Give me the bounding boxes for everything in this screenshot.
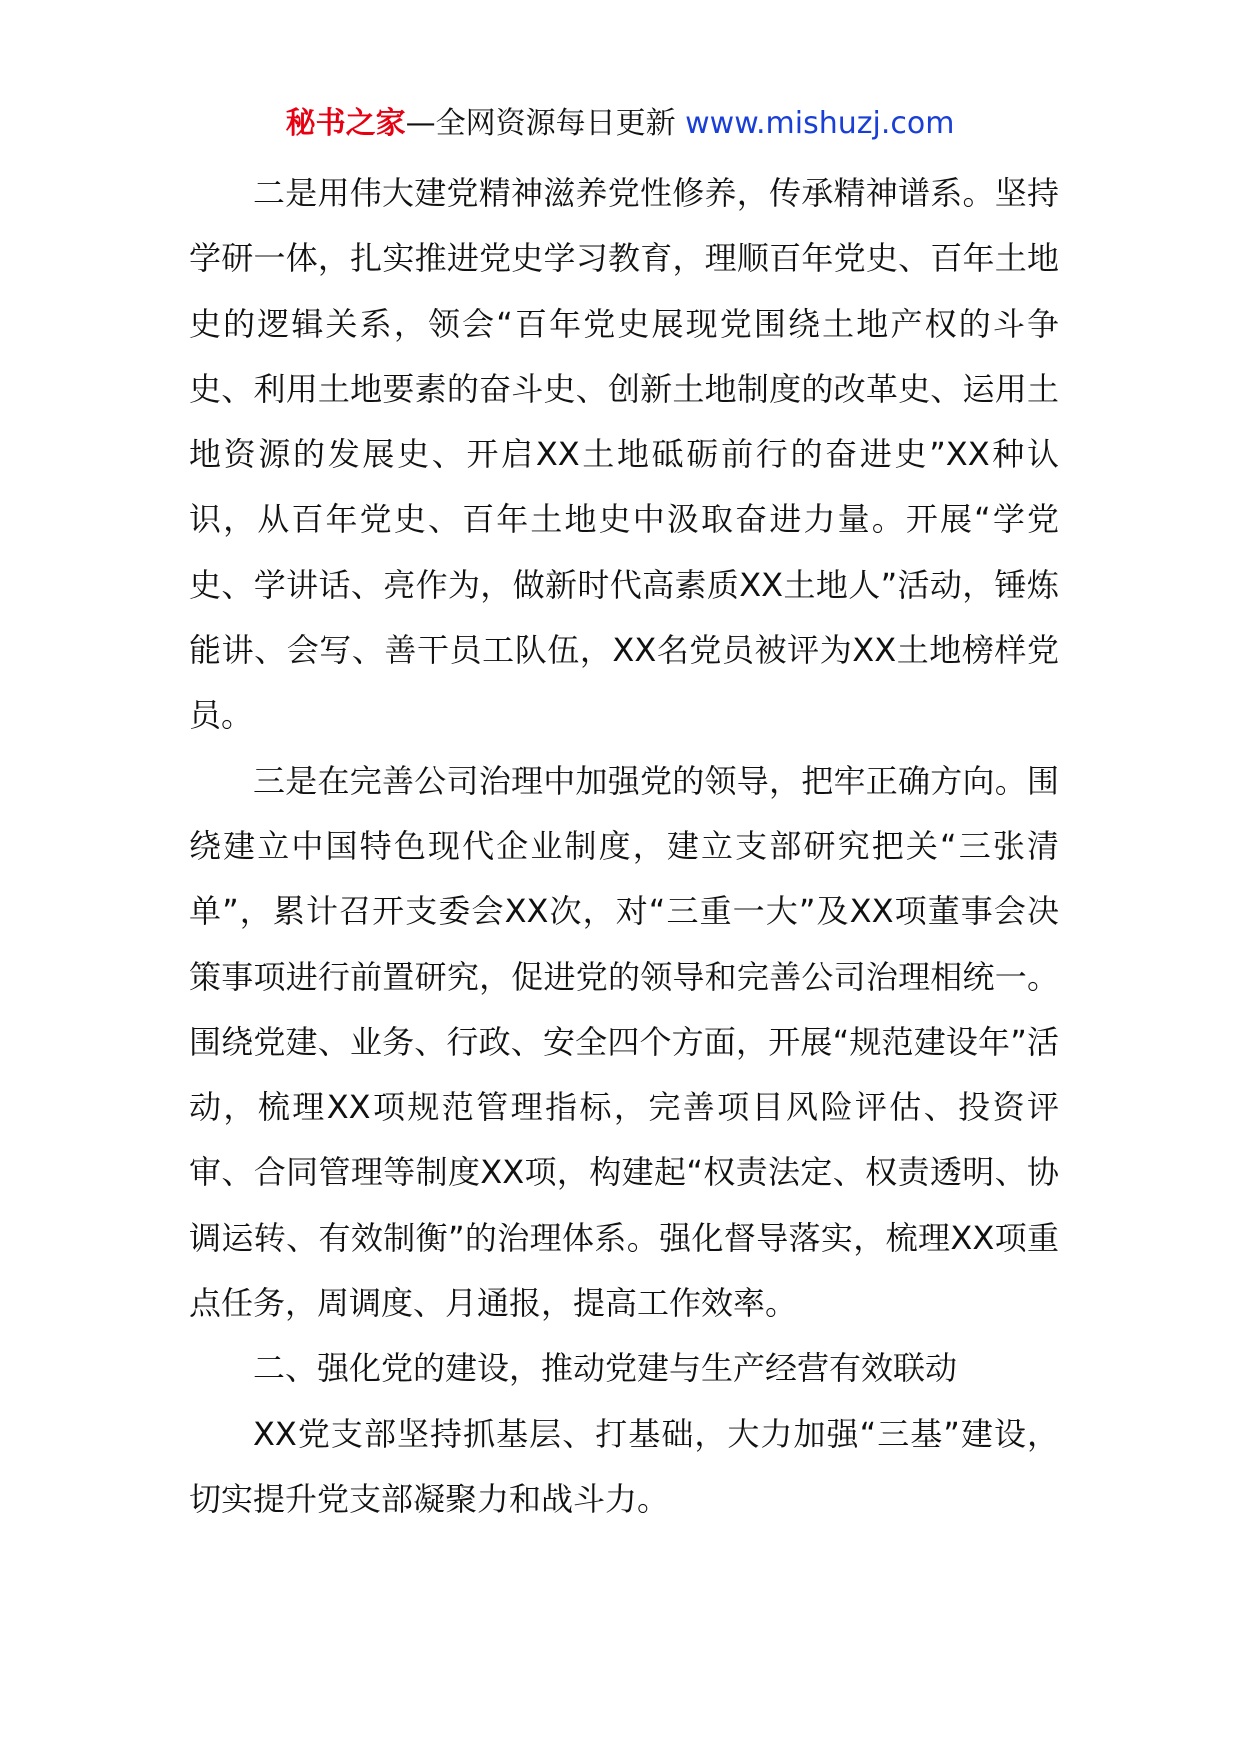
brand-name: 秘书之家 (285, 106, 406, 141)
site-url[interactable]: www.mishuzj.com (685, 106, 955, 141)
document-body (189, 161, 1059, 1532)
header-tagline: —全网资源每日更新 (405, 106, 676, 141)
paragraph-corporate-governance: 三是在完善公司治理中加强党的领导，把牢正确方向。围绕建立中国特色现代企业制度，建立支部研究把关“三张清单”，累计召开支委会XX次，对“三重一大”及XX项董事会决策事项进行前置研究，促进党的领导和完善公司治理相统一。围绕党建、业务、行政、安全四个方面，开展“规范建设年”活动，梳理XX项规范管理指标，完善项目风险评估、投资评审、合同管理等制度XX项，构建起“权责法定、权责透明、协调运转、有效制衡”的治理体系。强化督导落实，梳理XX项重点任务，周调度、月通报，提高工作效率。 (189, 761, 1059, 1323)
paragraph-branch-building: XX党支部坚持抓基层、打基础，大力加强“三基”建设，切实提升党支部凝聚力和战斗力。 (189, 1414, 1059, 1518)
section-heading: 二、强化党的建设，推动党建与生产经营有效联动 (253, 1349, 958, 1388)
page-header (0, 104, 1240, 144)
paragraph-party-spirit: 二是用伟大建党精神滋养党性修养，传承精神谱系。坚持学研一体，扎实推进党史学习教育，理顺百年党史、百年土地史的逻辑关系，领会“百年党史展现党围绕土地产权的斗争史、利用土地要素的奋斗史、创新土地制度的改革史、运用土地资源的发展史、开启XX土地砥砺前行的奋进史”XX种认识，从百年党史、百年土地史中汲取奋进力量。开展“学党史、学讲话、亮作为，做新时代高素质XX土地人”活动，锤炼能讲、会写、善干员工队伍，XX名党员被评为XX土地榜样党员。 (189, 174, 1059, 735)
